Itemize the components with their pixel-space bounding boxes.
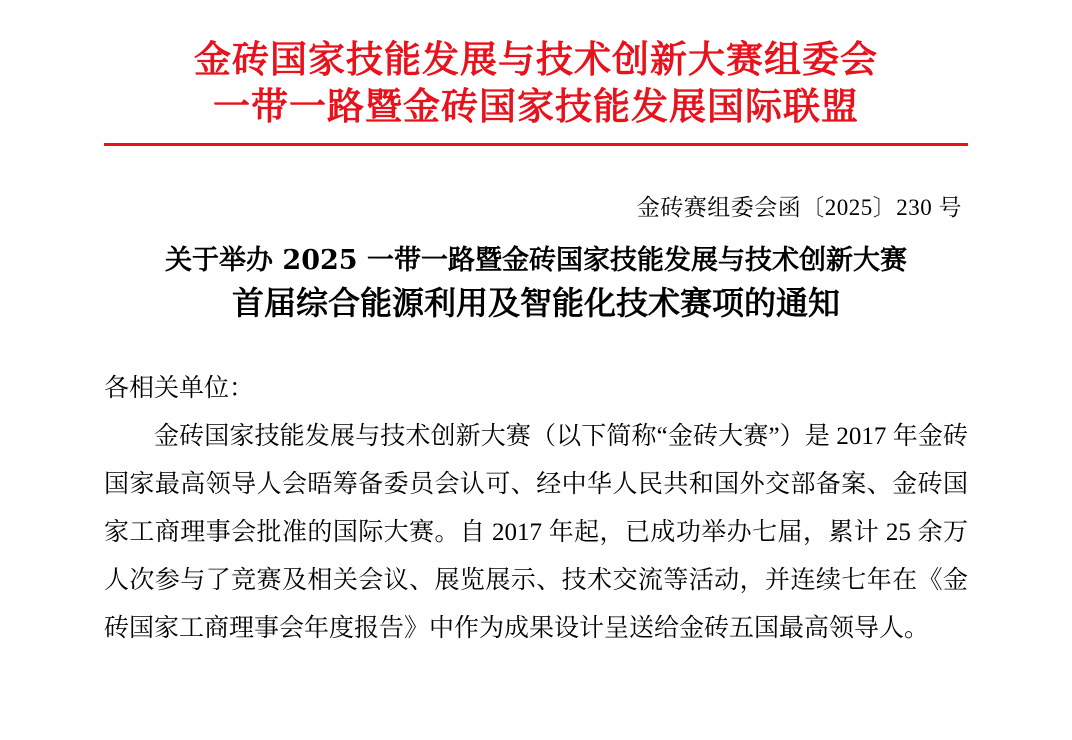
document-body <box>104 365 968 653</box>
page-title-line-2: 首届综合能源利用及智能化技术赛项的通知 <box>231 284 840 322</box>
letterhead <box>104 0 968 146</box>
salutation: 各相关单位： <box>104 375 255 402</box>
letterhead-divider <box>104 143 968 146</box>
letterhead-line-2: 一带一路暨金砖国家技能发展国际联盟 <box>213 84 859 128</box>
body-paragraph-1: 金砖国家技能发展与技术创新大赛（以下简称“金砖大赛”）是 2017 年金砖国家最高领导人会晤筹备委员会认可、经中华人民共和国外交部备案、金砖国家工商理事会批准的国际大赛。自 2017 年起，已成功举办七届，累计 25 余万人次参与了竞赛及相关会议、展览展示、技术交流等活动，并连续七年在《金砖国家工商理事会年度报告》中作为成果设计呈送给金砖五国最高领导人。 <box>104 423 968 642</box>
page-title-line-1: 关于举办 2025 一带一路暨金砖国家技能发展与技术创新大赛 <box>165 245 907 276</box>
document-number: 金砖赛组委会函〔2025〕230 号 <box>636 195 962 220</box>
page-title <box>104 241 968 325</box>
letterhead-line-1: 金砖国家技能发展与技术创新大赛组委会 <box>194 37 878 81</box>
